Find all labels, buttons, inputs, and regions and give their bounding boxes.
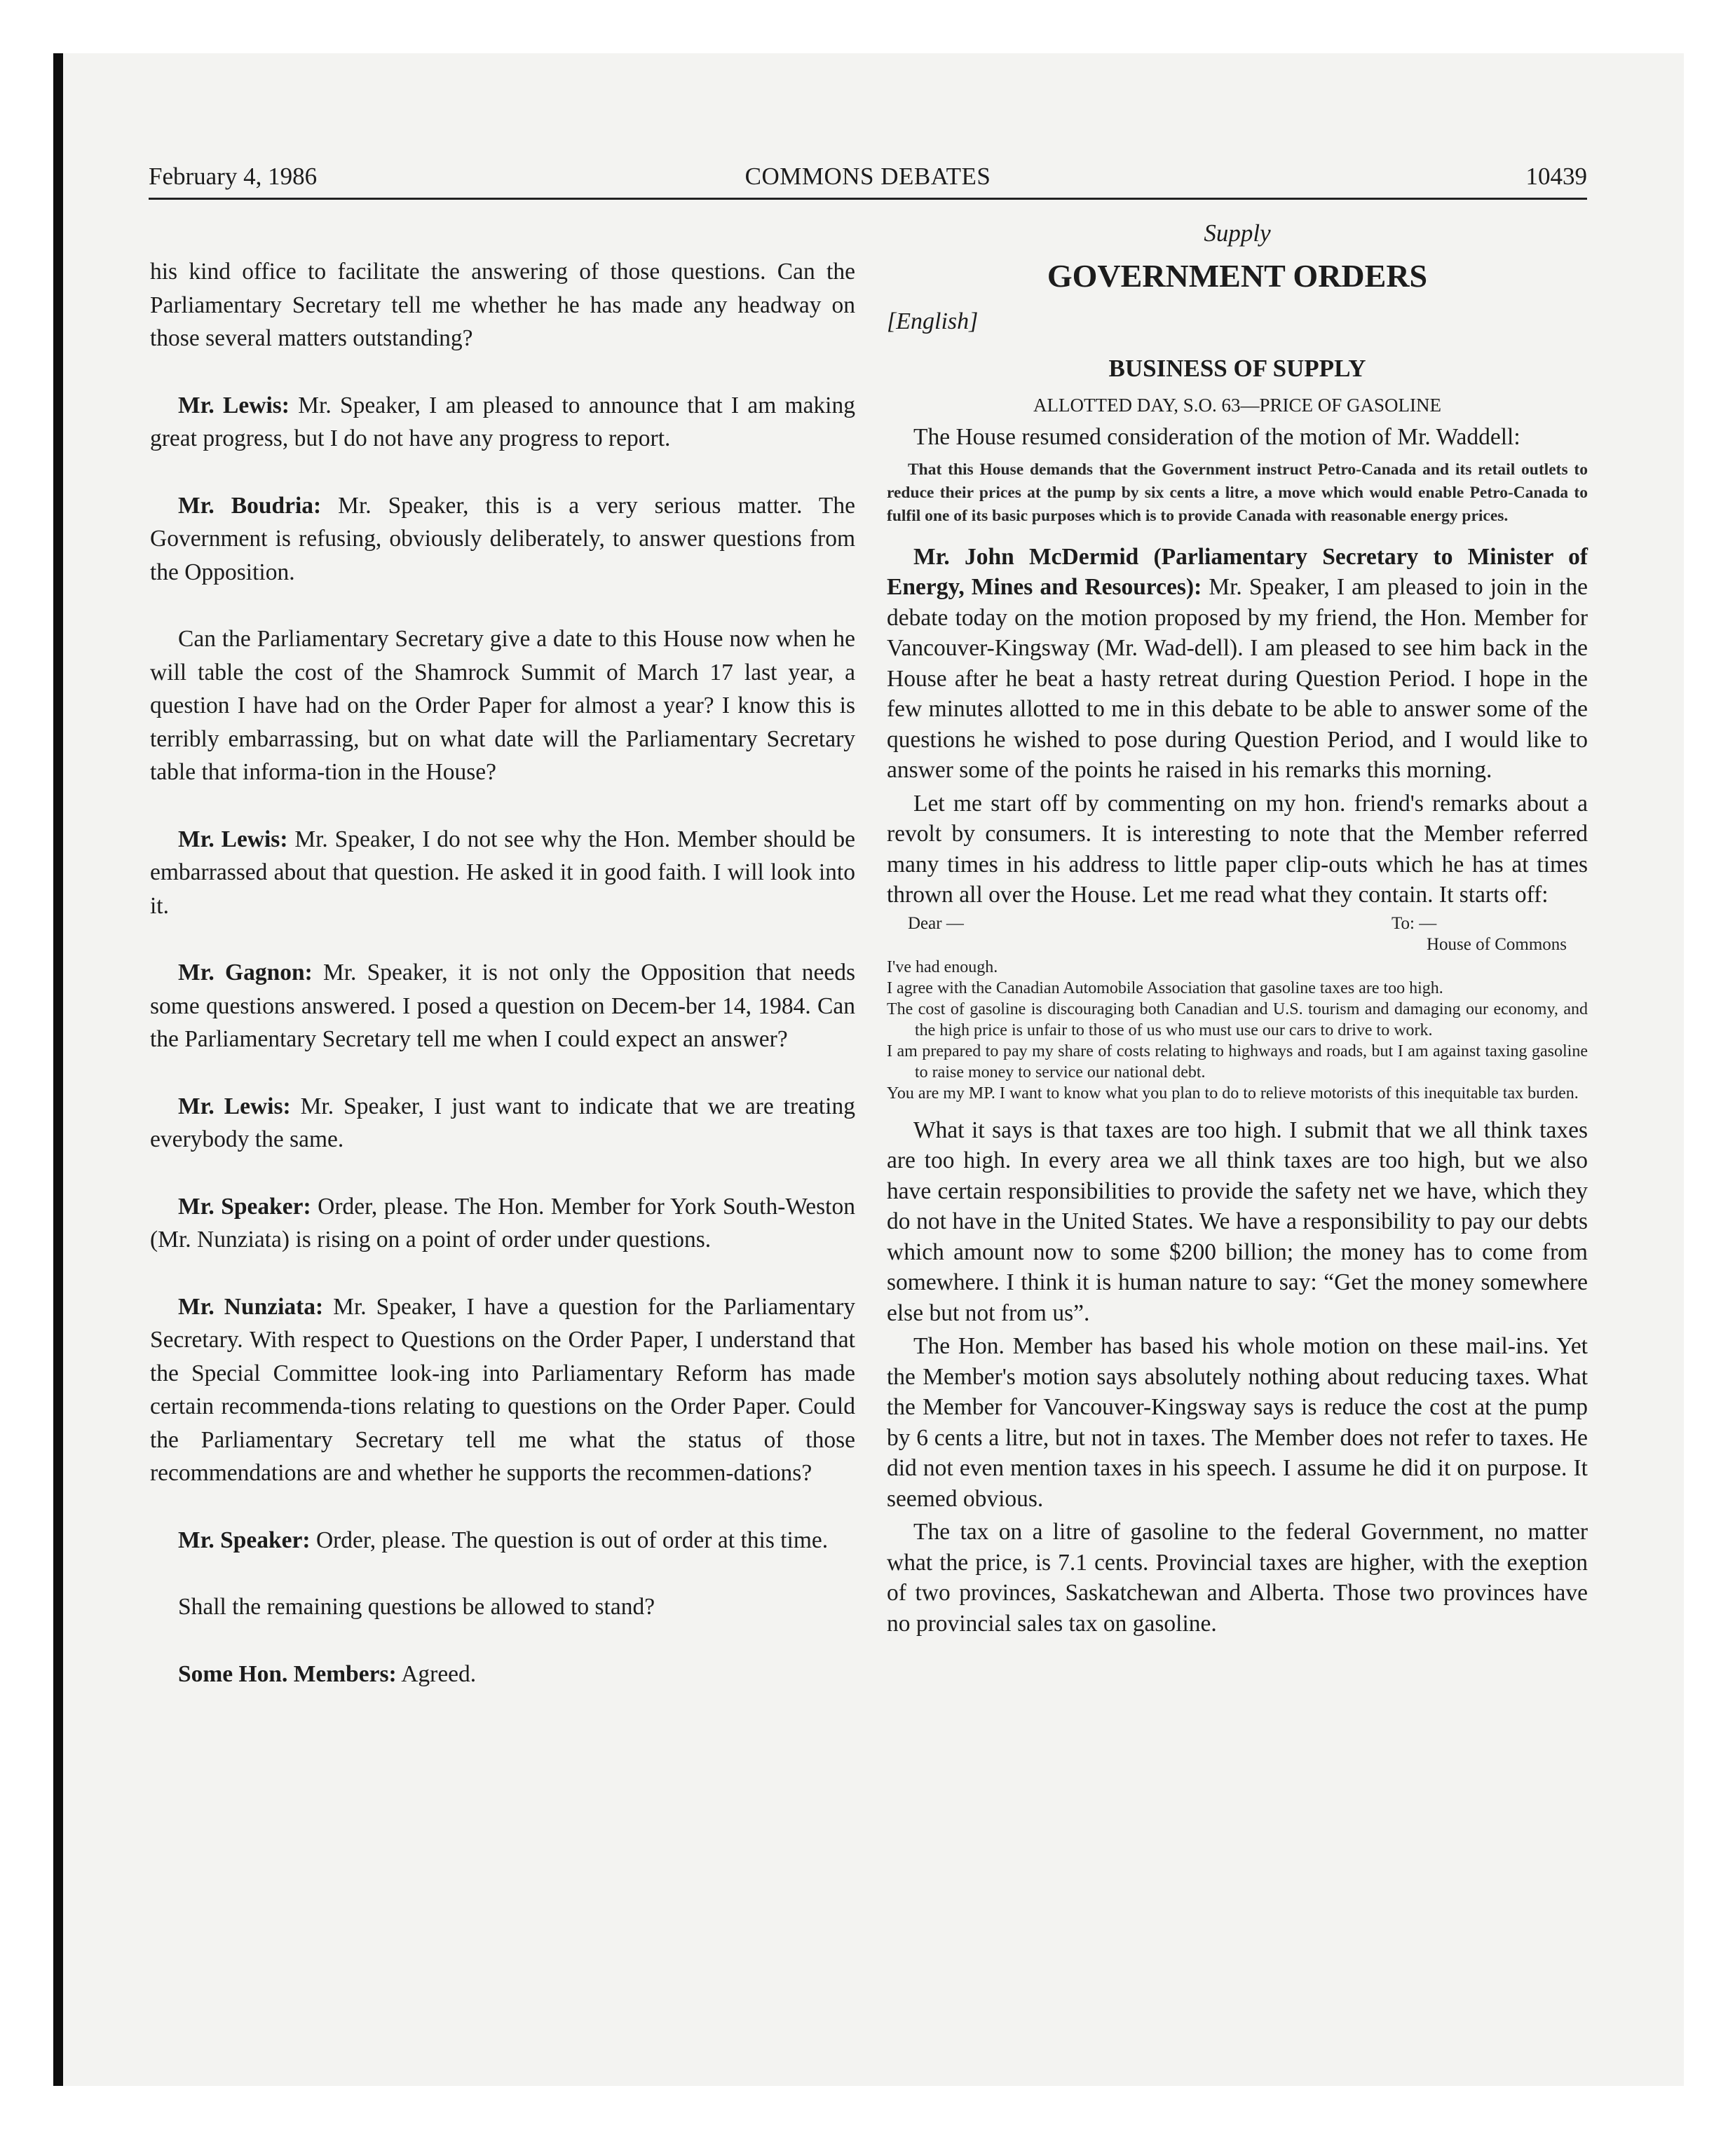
paragraph: Shall the remaining questions be allowed to stand? bbox=[178, 1594, 655, 1620]
speaker-name: Mr. Lewis: bbox=[178, 1093, 291, 1119]
paragraph bbox=[150, 823, 855, 923]
letter-to: To: — bbox=[1392, 913, 1437, 933]
running-head-supply: Supply bbox=[1204, 219, 1271, 247]
paragraph: Can the Parliamentary Secretary give a date to this House now when he will table the cost of the Shamrock Summit of March 17 last year, a question I have had on the Order Paper for almost a year? I know this is terribly embarrassing, but on what date will the Parliamentary Secretary table that informa-tion in the House? bbox=[150, 626, 855, 785]
speech-text: Mr. Speaker, I have a question for the Parliamentary Secretary. With respect to Questions on the Order Paper, I understand that the Special Committee look-ing into Parliamentary Reform has made certain recommenda-tions relating to questions on the Order Paper. Could the Parliamentary Secretary tell me what the status of those recommendations are and whether he supports the recommen-dations? bbox=[150, 1293, 855, 1486]
letter-recipient: House of Commons bbox=[1427, 934, 1567, 954]
speech-text: Mr. Speaker, it is not only the Opposition that needs some questions answered. I posed a question on Decem-ber 14, 1984. Can the Parliamentary Secretary tell me when I could expect an answer? bbox=[150, 960, 855, 1052]
speech-text: Mr. Speaker, this is a very serious matter. The Government is refusing, obviously deliberately, to answer questions from the Opposition. bbox=[150, 492, 855, 585]
letter-line: I agree with the Canadian Automobile Association that gasoline taxes are too high. bbox=[887, 978, 1443, 997]
paragraph bbox=[150, 1190, 855, 1257]
letter-line: I've had enough. bbox=[887, 957, 998, 976]
paragraph: The Hon. Member has based his whole motion on these mail-ins. Yet the Member's motion says absolutely nothing about reducing taxes. What the Member for Vancouver-Kingsway says is reduce the cost at the pump by 6 cents a litre, but not in taxes. The Member does not refer to taxes. He did not even mention taxes in his speech. I assume he did it on purpose. It seemed obvious. bbox=[887, 1333, 1588, 1512]
letter-address bbox=[887, 913, 1588, 954]
paragraph bbox=[150, 1090, 855, 1157]
speaker-name: Mr. Speaker: bbox=[178, 1193, 311, 1220]
paragraph bbox=[150, 389, 855, 456]
letter-line: The cost of gasoline is discouraging both Canadian and U.S. tourism and damaging our economy, and the high price is unfair to those of us who must use our cars to drive to work. bbox=[887, 999, 1588, 1039]
binding-edge bbox=[53, 53, 63, 2086]
speech-text: Agreed. bbox=[396, 1660, 477, 1687]
letter-line: I am prepared to pay my share of costs relating to highways and roads, but I am against taxing gasoline to raise money to service our national debt. bbox=[887, 1042, 1588, 1082]
speaker-name: Mr. Boudria: bbox=[178, 492, 322, 519]
speaker-name: Mr. Lewis: bbox=[178, 826, 288, 852]
speech-text: Mr. Speaker, I just want to indicate that we are treating everybody the same. bbox=[150, 1093, 855, 1152]
paragraph bbox=[150, 1524, 855, 1557]
paragraph bbox=[150, 489, 855, 589]
paragraph bbox=[887, 542, 1588, 786]
speech-text: Mr. Speaker, I am pleased to join in the debate today on the motion proposed by my friend, the Hon. Member for Vancouver-Kingsway (Mr. Wad-dell). I am pleased to see him back in the House after he beat a hasty retreat during Question Period. I hope in the few minutes allotted to me in this debate to be able to answer some of the questions he wished to pose during Question Period, and I would like to answer some of the points he raised in his remarks this morning. bbox=[887, 574, 1588, 783]
speech-text: Order, please. The question is out of order at this time. bbox=[310, 1527, 829, 1553]
speaker-name: Mr. John McDermid (Parliamentary Secretary to Minister of Energy, Mines and Resources): bbox=[887, 543, 1588, 600]
speech-text: Order, please. The Hon. Member for York South-Weston (Mr. Nunziata) is rising on a point of order under questions. bbox=[150, 1193, 855, 1253]
page-header bbox=[149, 163, 1587, 200]
left-column bbox=[150, 255, 855, 1724]
paragraph: What it says is that taxes are too high. I submit that we all think taxes are too high. In every area we all think taxes are too high, but we also have certain responsibilities to provide the safety net we have, which they do not have in the United States. We have a responsibility to pay our debts which amount now to some $200 billion; the money has to come from somewhere. I think it is human nature to say: “Get the money somewhere else but not from us”. bbox=[887, 1117, 1588, 1326]
paragraph: his kind office to facilitate the answering of those questions. Can the Parliamentary Secretary tell me whether he has made any headway on those several matters outstanding? bbox=[150, 259, 855, 351]
header-date: February 4, 1986 bbox=[149, 163, 318, 190]
speaker-name: Mr. Nunziata: bbox=[178, 1293, 324, 1320]
language-tag: [English] bbox=[887, 308, 979, 334]
speaker-name: Some Hon. Members: bbox=[178, 1660, 397, 1687]
page-number: 10439 bbox=[1525, 163, 1587, 190]
allotted-day-heading: ALLOTTED DAY, S.O. 63—PRICE OF GASOLINE bbox=[1033, 395, 1442, 416]
business-title: BUSINESS OF SUPPLY bbox=[1108, 355, 1366, 382]
paragraph: The tax on a litre of gasoline to the federal Government, no matter what the price, is 7.1 cents. Provincial taxes are higher, with the exeption of two provinces, Saskatchewan and Alberta. Those two provinces have no provincial sales tax on gasoline. bbox=[887, 1519, 1588, 1637]
paragraph: The House resumed consideration of the motion of Mr. Waddell: bbox=[913, 424, 1520, 450]
paragraph bbox=[150, 1290, 855, 1490]
speech-text: Mr. Speaker, I am pleased to announce that I am making great progress, but I do not have any progress to report. bbox=[150, 392, 855, 451]
letter-salutation: Dear — bbox=[908, 913, 964, 933]
speaker-name: Mr. Gagnon: bbox=[178, 960, 313, 985]
right-column bbox=[887, 217, 1588, 1642]
header-title: COMMONS DEBATES bbox=[744, 163, 991, 190]
paragraph: Let me start off by commenting on my hon. friend's remarks about a revolt by consumers. It is interesting to note that the Member referred many times in his address to little paper clip-outs which he has at times thrown all over the House. Let me read what they contain. It starts off: bbox=[887, 790, 1588, 908]
quoted-letter bbox=[887, 913, 1588, 1104]
letter-line: You are my MP. I want to know what you plan to do to relieve motorists of this inequitable tax burden. bbox=[887, 1084, 1579, 1103]
motion-text: That this House demands that the Government instruct Petro-Canada and its retail outlets to reduce their prices at the pump by six cents a litre, a move which would enable Petro-Canada to fulfil one of its basic purposes which is to provide Canada with reasonable energy prices. bbox=[887, 460, 1588, 525]
section-title: GOVERNMENT ORDERS bbox=[1047, 258, 1428, 294]
speaker-name: Mr. Speaker: bbox=[178, 1527, 311, 1553]
paragraph bbox=[150, 1658, 855, 1691]
speech-text: Mr. Speaker, I do not see why the Hon. Member should be embarrassed about that question. He asked it in good faith. I will look into it. bbox=[150, 826, 855, 919]
speaker-name: Mr. Lewis: bbox=[178, 392, 290, 418]
paragraph bbox=[150, 956, 855, 1056]
